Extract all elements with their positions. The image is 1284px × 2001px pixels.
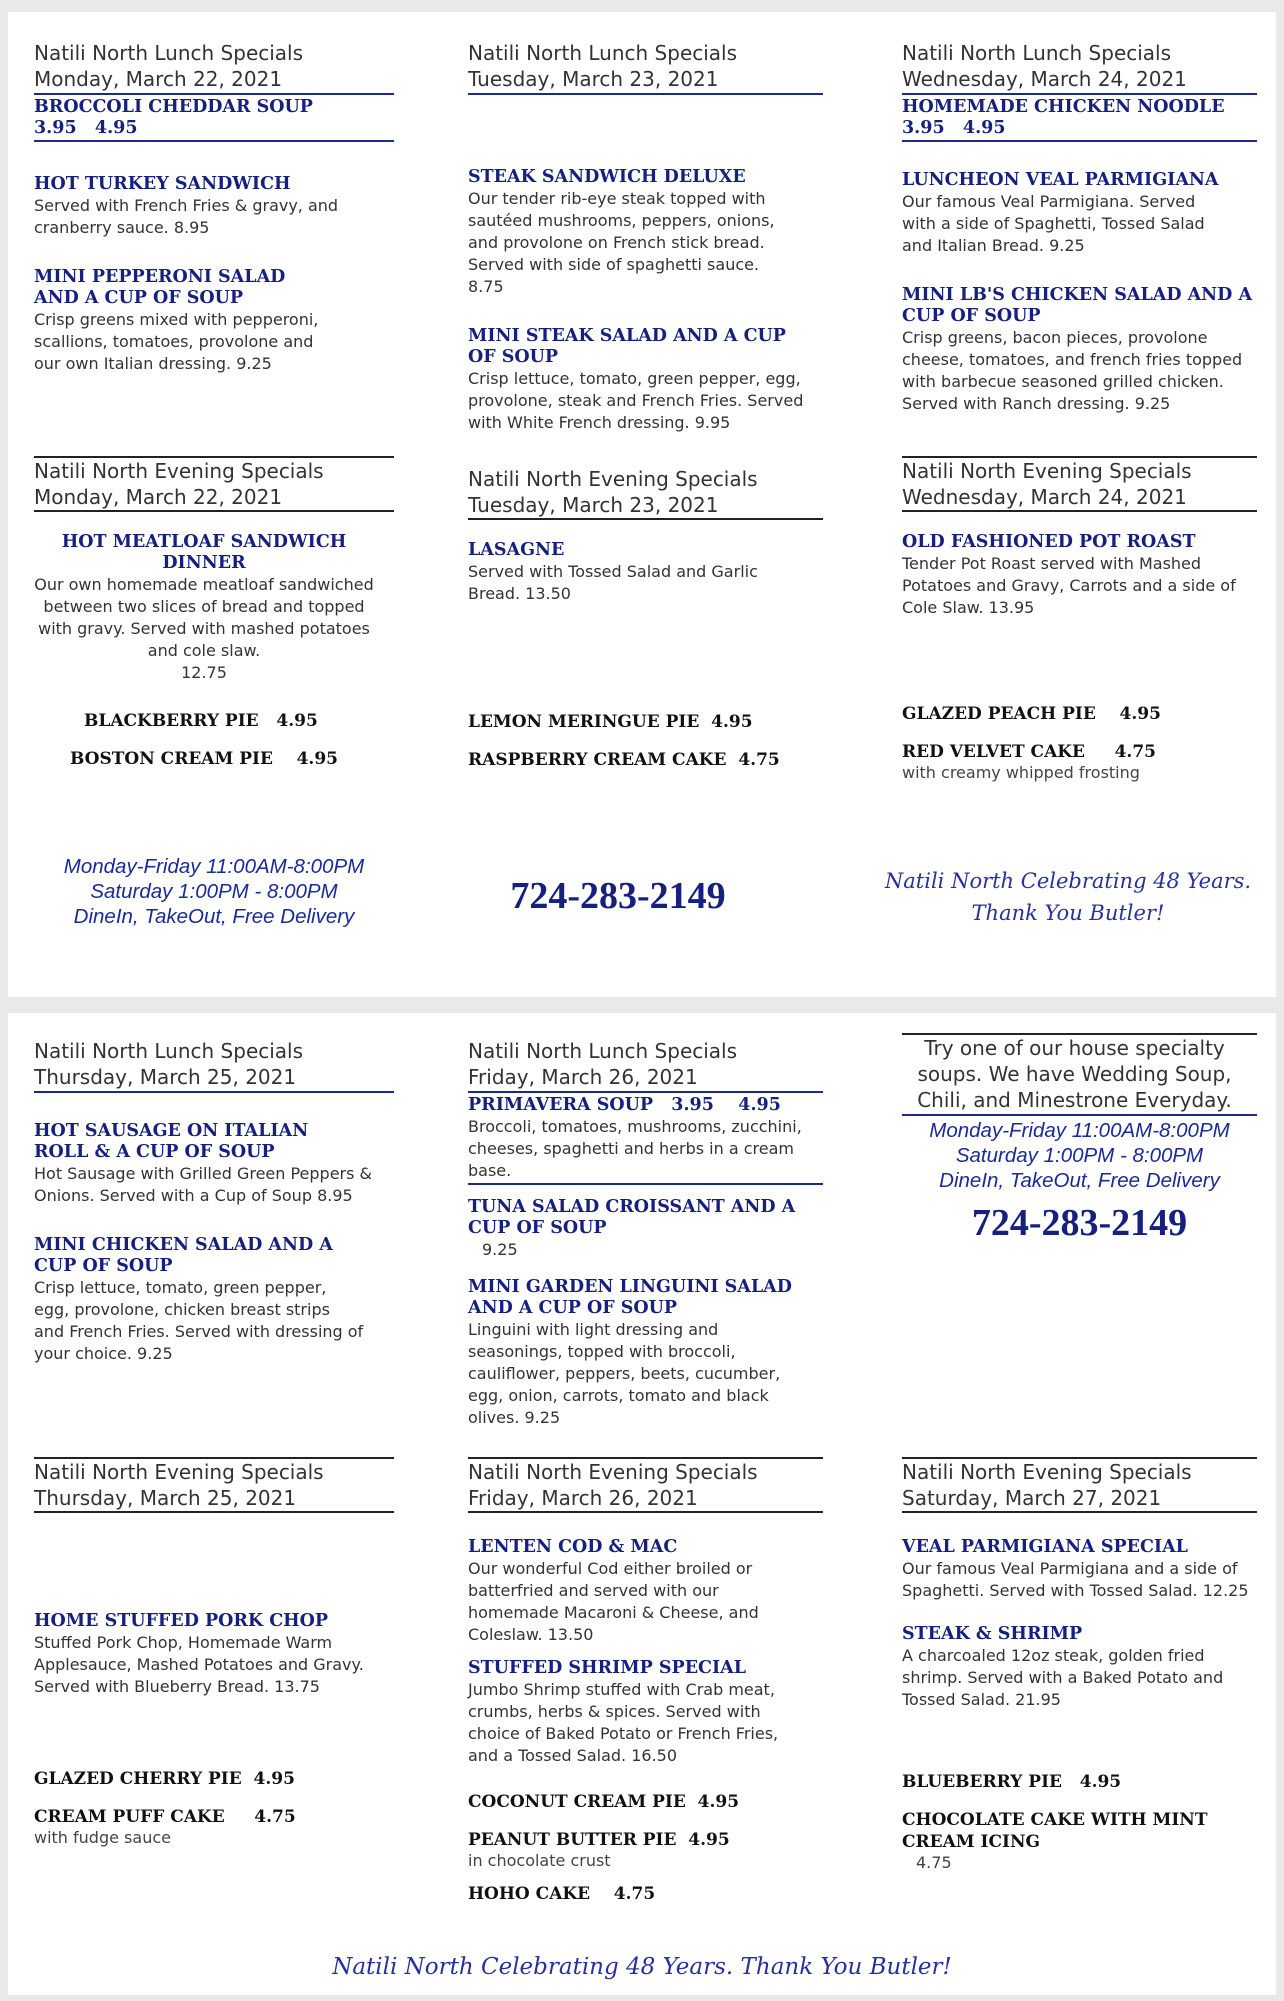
evening-header: Natili North Evening Specials (902, 1460, 1192, 1484)
thank-you-line: Thank You Butler! (971, 901, 1165, 925)
tuesday-evening-section (468, 466, 823, 771)
dinner-description: Tender Pot Roast served with Mashed Potatoes and Gravy, Carrots and a side of Cole Slaw. 13.95 (902, 554, 1236, 617)
specialty-soups-text: Try one of our house specialty soups. We have Wedding Soup, Chili, and Minestrone Everyday. (917, 1036, 1232, 1112)
dinner-price: 12.75 (181, 663, 227, 682)
divider (34, 1091, 394, 1093)
lunch-header: Natili North Lunch Specials (468, 41, 738, 65)
lunch-date: Friday, March 26, 2021 (468, 1065, 698, 1089)
evening-date: Thursday, March 25, 2021 (34, 1486, 297, 1510)
item-title: TUNA SALAD CROISSANT AND A CUP OF SOUP (468, 1197, 796, 1238)
dessert-item: GLAZED PEACH PIE 4.95 (902, 704, 1161, 724)
dessert-item: GLAZED CHERRY PIE 4.95 (34, 1769, 295, 1789)
divider (468, 93, 823, 95)
soup-line: PRIMAVERA SOUP 3.95 4.95 (468, 1095, 781, 1115)
dessert-item: BLACKBERRY PIE 4.95 (84, 711, 318, 731)
item-description: Linguini with light dressing and seasonings, topped with broccoli, cauliflower, peppers, beets, cucumber, egg, onion, carrots, tomato and black olives. 9.25 (468, 1320, 781, 1427)
hours-saturday: Saturday 1:00PM - 8:00PM (955, 1144, 1204, 1167)
dinner-description: Jumbo Shrimp stuffed with Crab meat, crumbs, herbs & spices. Served with choice of Baked Potato or French Fries, and a Tossed Salad. 16.50 (468, 1680, 779, 1765)
item-title: MINI PEPPERONI SALAD AND A CUP OF SOUP (34, 267, 286, 308)
thursday-lunch-section (34, 1038, 394, 1365)
item-description: Our tender rib-eye steak topped with sautéed mushrooms, peppers, onions, and provolone on French stick bread. Served with side of spaghetti sauce. 8.75 (468, 189, 775, 296)
hours-weekdays: Monday-Friday 11:00AM-8:00PM (929, 1119, 1230, 1142)
item-title: LUNCHEON VEAL PARMIGIANA (902, 170, 1219, 190)
divider (468, 1183, 823, 1185)
monday-evening-section (34, 456, 394, 770)
hours-weekdays: Monday-Friday 11:00AM-8:00PM (63, 855, 365, 878)
item-title: MINI GARDEN LINGUINI SALAD AND A CUP OF SOUP (468, 1277, 792, 1318)
dinner-title: OLD FASHIONED POT ROAST (902, 532, 1196, 552)
service-options: DineIn, TakeOut, Free Delivery (73, 905, 355, 928)
lunch-date: Monday, March 22, 2021 (34, 67, 283, 91)
item-description: Crisp greens, bacon pieces, provolone cheese, tomatoes, and french fries topped with barbecue seasoned grilled chicken. Served with Ranch dressing. 9.25 (902, 328, 1243, 413)
celebration-note (868, 865, 1268, 929)
evening-header: Natili North Evening Specials (468, 1460, 758, 1484)
hours-section (34, 854, 394, 929)
dinner-title: STEAK & SHRIMP (902, 1624, 1083, 1644)
saturday-evening-section (902, 1457, 1257, 1873)
lunch-header: Natili North Lunch Specials (902, 41, 1172, 65)
dinner-title: LASAGNE (468, 540, 565, 560)
item-title: MINI CHICKEN SALAD AND A CUP OF SOUP (34, 1235, 333, 1276)
lunch-header: Natili North Lunch Specials (468, 1039, 738, 1063)
wednesday-evening-section (902, 456, 1257, 783)
menu-panel-week-1 (8, 12, 1276, 997)
item-title: MINI LB'S CHICKEN SALAD AND A CUP OF SOUP (902, 285, 1253, 326)
dinner-description: Our own homemade meatloaf sandwiched between two slices of bread and topped with gravy. Served with mashed potatoes and cole slaw. (34, 575, 374, 660)
item-description: Crisp lettuce, tomato, green pepper, egg, provolone, chicken breast strips and French Fries. Served with dressing of your choice. 9.25 (34, 1278, 364, 1363)
dinner-title: VEAL PARMIGIANA SPECIAL (902, 1537, 1188, 1557)
dinner-description: Our wonderful Cod either broiled or batterfried and served with our homemade Macaroni & Cheese, and Coleslaw. 13.50 (468, 1559, 759, 1644)
dessert-item: PEANUT BUTTER PIE 4.95 (468, 1830, 730, 1850)
thursday-evening-section (34, 1457, 394, 1848)
dinner-title: HOT MEATLOAF SANDWICH DINNER (61, 532, 347, 573)
lunch-date: Thursday, March 25, 2021 (34, 1065, 297, 1089)
footer-celebration: Natili North Celebrating 48 Years. Thank You Butler! (332, 1954, 952, 1980)
divider (902, 93, 1257, 95)
dessert-item: BLUEBERRY PIE 4.95 (902, 1772, 1122, 1792)
evening-header: Natili North Evening Specials (34, 459, 324, 483)
item-description: Crisp lettuce, tomato, green pepper, egg, provolone, steak and French Fries. Served with White French dressing. 9.95 (468, 369, 804, 432)
monday-lunch-section (34, 40, 394, 375)
tuesday-lunch-section (468, 40, 823, 434)
friday-lunch-section (468, 1038, 823, 1429)
celebration-line: Natili North Celebrating 48 Years. (884, 869, 1252, 893)
service-options: DineIn, TakeOut, Free Delivery (939, 1169, 1220, 1192)
menu-panel-week-2 (8, 1013, 1276, 1995)
evening-date: Tuesday, March 23, 2021 (468, 493, 719, 517)
item-description: Served with French Fries & gravy, and cranberry sauce. 8.95 (34, 196, 339, 237)
dessert-note: with fudge sauce (34, 1828, 171, 1847)
dessert-price: 4.75 (916, 1853, 952, 1872)
dessert-item: RED VELVET CAKE 4.75 (902, 742, 1156, 762)
dinner-title: HOME STUFFED PORK CHOP (34, 1611, 329, 1631)
dinner-description: Our famous Veal Parmigiana and a side of Spaghetti. Served with Tossed Salad. 12.25 (902, 1559, 1249, 1600)
dessert-item: BOSTON CREAM PIE 4.95 (70, 749, 338, 769)
dinner-title: LENTEN COD & MAC (468, 1537, 678, 1557)
evening-header: Natili North Evening Specials (34, 1460, 324, 1484)
dessert-item: HOHO CAKE 4.75 (468, 1884, 656, 1904)
soup-prices: 3.95 4.95 (902, 118, 1006, 138)
evening-date: Saturday, March 27, 2021 (902, 1486, 1162, 1510)
item-title: HOT SAUSAGE ON ITALIAN ROLL & A CUP OF SOUP (34, 1121, 309, 1162)
dinner-description: Served with Tossed Salad and Garlic Bread. 13.50 (468, 562, 758, 603)
evening-header: Natili North Evening Specials (468, 467, 758, 491)
lunch-header: Natili North Lunch Specials (34, 41, 304, 65)
dessert-item: CHOCOLATE CAKE WITH MINT CREAM ICING (902, 1810, 1208, 1852)
item-title: MINI STEAK SALAD AND A CUP OF SOUP (468, 326, 786, 367)
evening-date: Friday, March 26, 2021 (468, 1486, 698, 1510)
wednesday-lunch-section (902, 40, 1257, 415)
lunch-date: Wednesday, March 24, 2021 (902, 67, 1187, 91)
evening-date: Wednesday, March 24, 2021 (902, 485, 1187, 509)
divider (468, 1091, 823, 1093)
divider (902, 1114, 1257, 1116)
divider (34, 93, 394, 95)
item-title: STEAK SANDWICH DELUXE (468, 167, 746, 187)
soup-prices: 3.95 4.95 (34, 118, 138, 138)
soup-description: Broccoli, tomatoes, mushrooms, zucchini, cheeses, spaghetti and herbs in a cream base. (468, 1117, 802, 1180)
phone-number: 724-283-2149 (510, 875, 726, 917)
dinner-description: Stuffed Pork Chop, Homemade Warm Applesauce, Mashed Potatoes and Gravy. Served with Blueberry Bread. 13.75 (34, 1633, 364, 1696)
dessert-note: in chocolate crust (468, 1851, 611, 1870)
item-price: 9.25 (482, 1240, 518, 1259)
evening-date: Monday, March 22, 2021 (34, 485, 283, 509)
evening-header: Natili North Evening Specials (902, 459, 1192, 483)
dessert-item: COCONUT CREAM PIE 4.95 (468, 1792, 740, 1812)
dessert-item: LEMON MERINGUE PIE 4.95 (468, 712, 753, 732)
lunch-date: Tuesday, March 23, 2021 (468, 67, 719, 91)
hours-saturday: Saturday 1:00PM - 8:00PM (90, 880, 338, 903)
dinner-title: STUFFED SHRIMP SPECIAL (468, 1658, 747, 1678)
house-specialty-section (902, 1033, 1257, 1245)
dessert-item: CREAM PUFF CAKE 4.75 (34, 1807, 296, 1827)
friday-evening-section (468, 1457, 823, 1905)
divider (34, 140, 394, 142)
phone-number: 724-283-2149 (971, 1202, 1188, 1244)
item-title: HOT TURKEY SANDWICH (34, 174, 291, 194)
dinner-description: A charcoaled 12oz steak, golden fried shrimp. Served with a Baked Potato and Tossed Salad. 21.95 (902, 1646, 1224, 1709)
item-description: Our famous Veal Parmigiana. Served with a side of Spaghetti, Tossed Salad and Italian Bread. 9.25 (902, 192, 1205, 255)
soup-name: HOMEMADE CHICKEN NOODLE (902, 97, 1225, 117)
item-description: Crisp greens mixed with pepperoni, scallions, tomatoes, provolone and our own Italian dressing. 9.25 (34, 310, 319, 373)
lunch-header: Natili North Lunch Specials (34, 1039, 304, 1063)
item-description: Hot Sausage with Grilled Green Peppers & Onions. Served with a Cup of Soup 8.95 (34, 1164, 373, 1205)
soup-name: BROCCOLI CHEDDAR SOUP (34, 97, 313, 117)
dessert-note: with creamy whipped frosting (902, 763, 1140, 782)
dessert-item: RASPBERRY CREAM CAKE 4.75 (468, 750, 780, 770)
divider (902, 140, 1257, 142)
